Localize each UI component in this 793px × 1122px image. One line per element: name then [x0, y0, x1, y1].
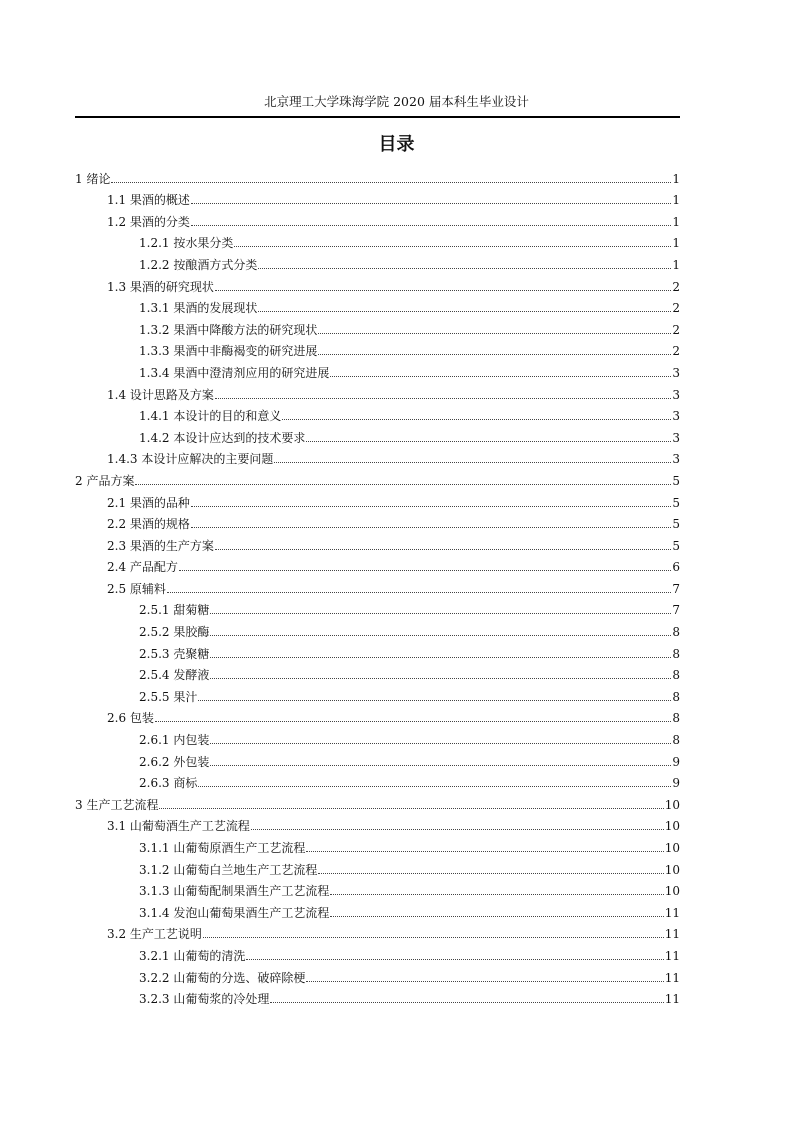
toc-entry[interactable]	[75, 250, 680, 272]
toc-dot-leader	[215, 289, 671, 291]
toc-entry-label: 1.1 果酒的概述	[107, 193, 190, 208]
toc-entry-label: 2.3 果酒的生产方案	[107, 538, 214, 553]
toc-entry-page: 9	[672, 754, 680, 769]
toc-entry[interactable]	[75, 380, 680, 402]
toc-entry[interactable]	[75, 272, 680, 294]
toc-dot-leader	[274, 461, 671, 463]
toc-dot-leader	[210, 634, 671, 636]
toc-entry-label: 3.2.1 山葡萄的清洗	[139, 948, 246, 963]
toc-entry[interactable]	[75, 898, 680, 920]
table-of-contents	[75, 164, 680, 1006]
toc-entry[interactable]	[75, 553, 680, 575]
toc-entry-label: 2.5.3 壳聚糖	[139, 646, 210, 661]
toc-dot-leader	[251, 828, 664, 830]
toc-dot-leader	[306, 850, 663, 852]
toc-entry-label: 1.3.1 果酒的发展现状	[139, 301, 258, 316]
toc-entry-page: 5	[672, 538, 680, 553]
toc-entry-label: 1.2 果酒的分类	[107, 214, 190, 229]
toc-entry-label: 1.2.1 按水果分类	[139, 236, 234, 251]
header-rule	[75, 116, 680, 118]
toc-entry-label: 2.5 原辅料	[107, 581, 166, 596]
toc-entry[interactable]	[75, 639, 680, 661]
toc-entry[interactable]	[75, 682, 680, 704]
toc-entry-label: 2.5.2 果胶酶	[139, 625, 210, 640]
toc-dot-leader	[318, 872, 663, 874]
toc-entry-label: 3.2.3 山葡萄浆的冷处理	[139, 992, 270, 1007]
toc-dot-leader	[330, 375, 671, 377]
toc-entry[interactable]	[75, 531, 680, 553]
toc-dot-leader	[111, 181, 671, 183]
toc-entry-page: 1	[672, 193, 680, 208]
toc-entry-label: 1.3.2 果酒中降酸方法的研究现状	[139, 322, 318, 337]
toc-entry[interactable]	[75, 466, 680, 488]
page-title: 目录	[378, 134, 415, 155]
toc-entry[interactable]	[75, 423, 680, 445]
toc-entry[interactable]	[75, 229, 680, 251]
toc-dot-leader	[306, 980, 663, 982]
toc-entry-page: 5	[672, 473, 680, 488]
toc-dot-leader	[215, 397, 671, 399]
toc-entry[interactable]	[75, 725, 680, 747]
toc-entry-label: 1.4.3 本设计应解决的主要问题	[107, 452, 274, 467]
toc-entry[interactable]	[75, 747, 680, 769]
toc-entry[interactable]	[75, 294, 680, 316]
toc-entry-page: 8	[672, 733, 680, 748]
toc-dot-leader	[210, 612, 671, 614]
toc-entry-label: 3.2 生产工艺说明	[107, 927, 202, 942]
toc-entry-label: 2.6.1 内包装	[139, 733, 210, 748]
toc-dot-leader	[215, 548, 671, 550]
toc-entry[interactable]	[75, 661, 680, 683]
toc-entry[interactable]	[75, 812, 680, 834]
toc-entry-page: 2	[672, 301, 680, 316]
toc-entry-label: 2.1 果酒的品种	[107, 495, 190, 510]
toc-entry-page: 10	[664, 884, 680, 899]
toc-entry-label: 1.2.2 按酿酒方式分类	[139, 257, 258, 272]
toc-entry[interactable]	[75, 877, 680, 899]
toc-dot-leader	[198, 699, 671, 701]
toc-entry[interactable]	[75, 855, 680, 877]
toc-entry-page: 1	[672, 257, 680, 272]
toc-entry-page: 8	[672, 625, 680, 640]
toc-entry-page: 8	[672, 689, 680, 704]
toc-entry-label: 2.5.4 发酵液	[139, 668, 210, 683]
toc-dot-leader	[159, 807, 663, 809]
toc-dot-leader	[270, 1001, 663, 1003]
toc-entry-page: 11	[664, 948, 680, 963]
toc-entry-label: 1.3.4 果酒中澄清剂应用的研究进展	[139, 365, 330, 380]
toc-entry-label: 1 绪论	[75, 171, 111, 186]
toc-entry-label: 1.3.3 果酒中非酶褐变的研究进展	[139, 344, 318, 359]
toc-entry[interactable]	[75, 164, 680, 186]
toc-entry-page: 7	[672, 603, 680, 618]
toc-entry-page: 11	[664, 927, 680, 942]
toc-entry[interactable]	[75, 337, 680, 359]
toc-dot-leader	[135, 483, 671, 485]
toc-entry-page: 2	[672, 279, 680, 294]
toc-entry-page: 1	[672, 236, 680, 251]
toc-entry-label: 1.4.2 本设计应达到的技术要求	[139, 430, 306, 445]
toc-entry-label: 3.1.4 发泡山葡萄果酒生产工艺流程	[139, 905, 330, 920]
toc-dot-leader	[258, 310, 671, 312]
toc-entry[interactable]	[75, 833, 680, 855]
toc-dot-leader	[210, 677, 671, 679]
toc-entry-label: 3.2.2 山葡萄的分选、破碎除梗	[139, 970, 306, 985]
toc-entry-page: 10	[664, 819, 680, 834]
toc-entry-label: 2.6.3 商标	[139, 776, 198, 791]
toc-dot-leader	[210, 742, 671, 744]
toc-entry-page: 2	[672, 344, 680, 359]
running-header: 北京理工大学珠海学院 2020 届本科生毕业设计	[264, 94, 529, 109]
toc-entry-page: 9	[672, 776, 680, 791]
toc-dot-leader	[282, 418, 671, 420]
toc-entry-page: 11	[664, 905, 680, 920]
toc-dot-leader	[155, 720, 671, 722]
toc-entry[interactable]	[75, 704, 680, 726]
toc-entry[interactable]	[75, 510, 680, 532]
toc-entry-page: 5	[672, 517, 680, 532]
toc-entry-label: 3.1.2 山葡萄白兰地生产工艺流程	[139, 862, 318, 877]
toc-dot-leader	[330, 893, 663, 895]
toc-entry-label: 2.2 果酒的规格	[107, 517, 190, 532]
toc-dot-leader	[179, 569, 671, 571]
toc-entry-page: 5	[672, 495, 680, 510]
toc-dot-leader	[318, 332, 671, 334]
toc-dot-leader	[191, 526, 671, 528]
toc-entry[interactable]	[75, 985, 680, 1007]
toc-dot-leader	[191, 505, 671, 507]
toc-entry[interactable]	[75, 963, 680, 985]
toc-entry[interactable]	[75, 402, 680, 424]
toc-entry-label: 3.1 山葡萄酒生产工艺流程	[107, 819, 250, 834]
toc-entry[interactable]	[75, 488, 680, 510]
toc-dot-leader	[198, 785, 671, 787]
toc-dot-leader	[167, 591, 671, 593]
toc-entry-page: 11	[664, 992, 680, 1007]
toc-entry[interactable]	[75, 920, 680, 942]
toc-entry[interactable]	[75, 790, 680, 812]
toc-entry-page: 10	[664, 841, 680, 855]
toc-entry-label: 1.3 果酒的研究现状	[107, 279, 214, 294]
toc-entry[interactable]	[75, 769, 680, 791]
toc-entry[interactable]	[75, 315, 680, 337]
toc-entry[interactable]	[75, 596, 680, 618]
toc-entry[interactable]	[75, 941, 680, 963]
toc-entry-label: 1.4.1 本设计的目的和意义	[139, 409, 282, 424]
toc-dot-leader	[318, 353, 671, 355]
toc-entry-label: 2.5.5 果汁	[139, 689, 198, 704]
toc-entry-page: 1	[672, 171, 680, 186]
toc-entry-page: 3	[672, 430, 680, 445]
toc-dot-leader	[203, 936, 664, 938]
toc-entry-page: 10	[664, 797, 680, 812]
toc-dot-leader	[191, 202, 671, 204]
toc-dot-leader	[258, 267, 671, 269]
toc-entry-label: 3 生产工艺流程	[75, 797, 159, 812]
toc-entry-page: 8	[672, 646, 680, 661]
toc-entry[interactable]	[75, 445, 680, 467]
toc-entry[interactable]	[75, 617, 680, 639]
toc-entry-page: 11	[664, 970, 680, 985]
toc-entry-page: 7	[672, 581, 680, 596]
toc-entry-page: 3	[672, 365, 680, 380]
toc-entry-label: 2.5.1 甜菊糖	[139, 603, 210, 618]
toc-dot-leader	[191, 224, 671, 226]
toc-entry[interactable]	[75, 186, 680, 208]
toc-entry-page: 1	[672, 214, 680, 229]
toc-entry-page: 8	[672, 668, 680, 683]
toc-entry-label: 3.1.3 山葡萄配制果酒生产工艺流程	[139, 884, 330, 899]
toc-entry-page: 3	[672, 387, 680, 402]
toc-dot-leader	[306, 440, 671, 442]
toc-dot-leader	[234, 245, 671, 247]
toc-entry-page: 6	[672, 560, 680, 575]
toc-dot-leader	[210, 764, 671, 766]
toc-entry-page: 2	[672, 322, 680, 337]
toc-entry-label: 2.4 产品配方	[107, 560, 178, 575]
toc-entry[interactable]	[75, 574, 680, 596]
toc-entry-page: 3	[672, 409, 680, 424]
toc-entry-label: 2.6 包装	[107, 711, 154, 726]
toc-entry-label: 1.4 设计思路及方案	[107, 387, 214, 402]
toc-entry-label: 3.1.1 山葡萄原酒生产工艺流程	[139, 841, 306, 855]
toc-entry[interactable]	[75, 358, 680, 380]
toc-entry-label: 2 产品方案	[75, 473, 135, 488]
toc-dot-leader	[246, 958, 663, 960]
toc-entry-page: 10	[664, 862, 680, 877]
toc-dot-leader	[330, 915, 663, 917]
toc-entry[interactable]	[75, 207, 680, 229]
toc-dot-leader	[210, 656, 671, 658]
toc-entry-label: 2.6.2 外包装	[139, 754, 210, 769]
toc-entry-page: 3	[672, 452, 680, 467]
toc-entry-page: 8	[672, 711, 680, 726]
